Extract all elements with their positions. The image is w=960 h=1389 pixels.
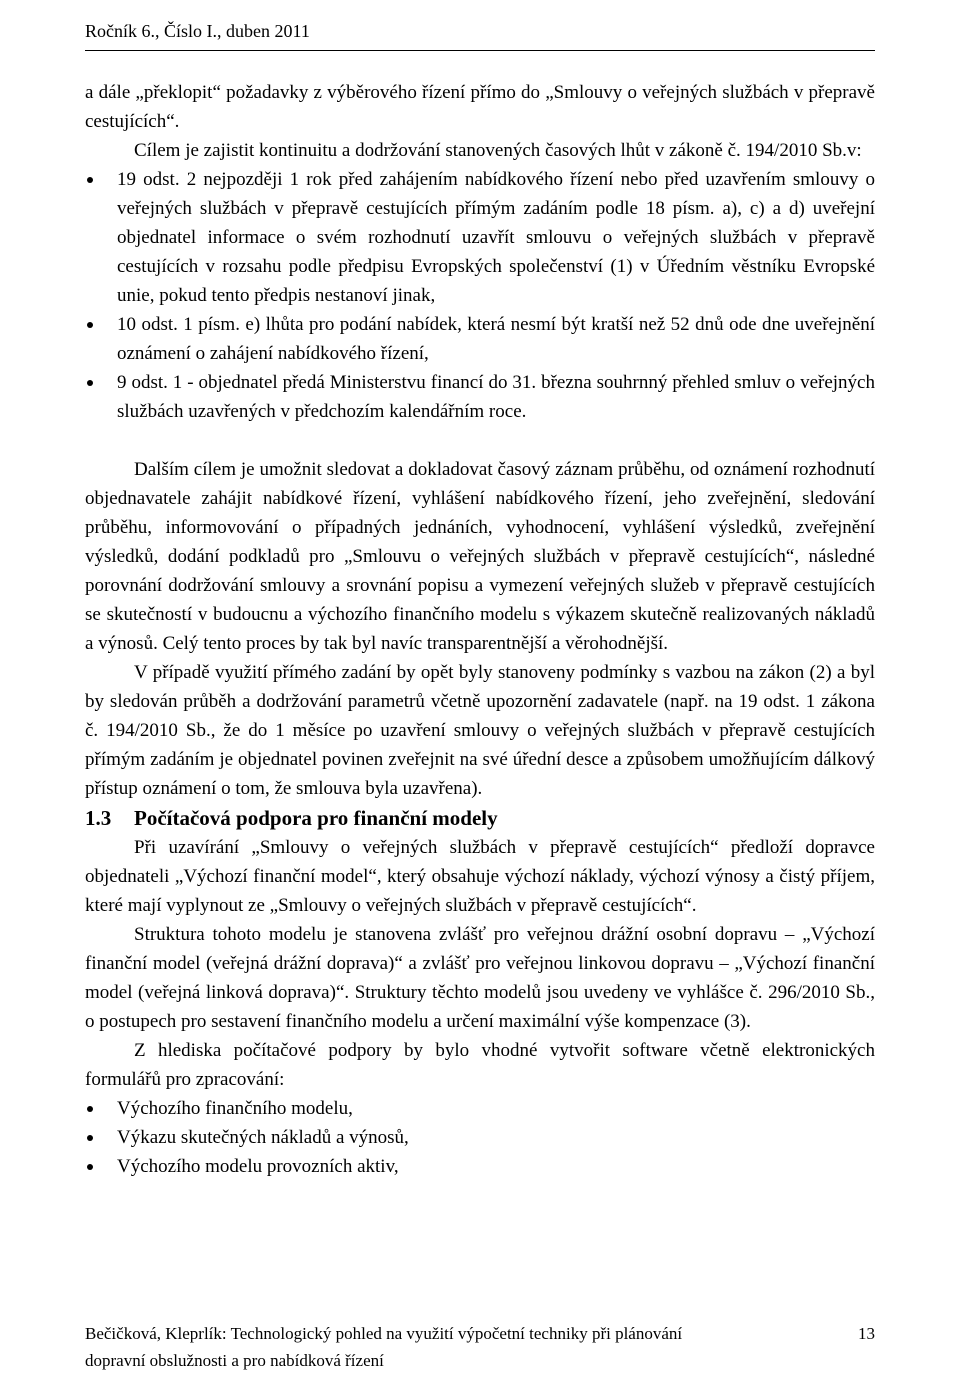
list-item: Výchozího finančního modelu, <box>85 1094 875 1123</box>
bullet-icon <box>87 322 93 328</box>
bullet-icon <box>87 1106 93 1112</box>
footer-citation <box>85 1320 785 1374</box>
list-item: Výkazu skutečných nákladů a výnosů, <box>85 1123 875 1152</box>
section-number: 1.3 <box>85 806 112 830</box>
list-item: 10 odst. 1 písm. e) lhůta pro podání nabídek, která nesmí být kratší než 52 dnů ode dne uveřejnění oznámení o zahájení nabídkového řízení, <box>85 310 875 368</box>
page-number: 13 <box>858 1324 875 1343</box>
paragraph-dalsim: Dalším cílem je umožnit sledovat a dokladovat časový záznam průběhu, od oznámení rozhodnutí objednavatele zahájit nabídkové řízení, vyhlášení nabídkového řízení, jeho zveřejnění, sledování průběhu, informovování o případných jednáních, vyhodnocení, vyhlášení výsledků, zveřejnění výsledků, dodání podkladů pro „Smlouvu o veřejných službách v přepravě cestujících“, následné porovnání dodržování smlouvy a srovnání popisu a vymezení veřejných služeb v přepravě cestujících se skutečností v budoucnu a výchozího finančního modelu s výkazem skutečně realizovaných nákladů a výnosů. Celý tento proces by tak byl navíc transparentnější a věrohodnější. <box>85 459 875 654</box>
list-item: 9 odst. 1 - objednatel předá Ministerstvu financí do 31. března souhrnný přehled smluv o veřejných službách uzavřených v předchozím kalendářním roce. <box>85 368 875 426</box>
page-header: Ročník 6., Číslo I., duben 2011 <box>85 21 310 41</box>
header-rule <box>85 50 875 51</box>
bullet-icon <box>87 380 93 386</box>
footer-line-1: Bečičková, Kleprlík: Technologický pohled na využití výpočetní techniky při plánování <box>85 1324 683 1343</box>
document-body <box>85 78 875 1181</box>
section-title: Počítačová podpora pro finanční modely <box>134 806 498 830</box>
forms-bullet-list <box>85 1094 875 1181</box>
paragraph-pri: Při uzavírání „Smlouvy o veřejných službách v přepravě cestujících“ předloží dopravce objednateli „Výchozí finanční model“, který obsahuje výchozí náklady, výchozí výnosy a čistý příjem, které mají vyplynout ze „Smlouvy o veřejných službách v přepravě cestujících“. <box>85 837 875 916</box>
paragraph-struktura: Struktura tohoto modelu je stanovena zvlášť pro veřejnou drážní osobní dopravu – „Výchozí finanční model (veřejná drážní doprava)“ a zvlášť pro veřejnou linkovou dopravu – „Výchozí finanční model (veřejná linková doprava)“. Struktury těchto modelů jsou uvedeny ve vyhlášce č. 296/2010 Sb., o postupech pro sestavení finančního modelu a určení maximální výše kompenzace (3). <box>85 924 875 1032</box>
bullet-icon <box>87 177 93 183</box>
paragraph-z-hlediska: Z hlediska počítačové podpory by bylo vhodné vytvořit software včetně elektronických formulářů pro zpracování: <box>85 1040 875 1090</box>
list-item: Výchozího modelu provozních aktiv, <box>85 1152 875 1181</box>
paragraph-vpripade: V případě využití přímého zadání by opět byly stanoveny podmínky s vazbou na zákon (2) a byl by sledován průběh a dodržování parametrů včetně upozornění zadavatele (např. na 19 odst. 1 zákona č. 194/2010 Sb., že do 1 měsíce po uzavření smlouvy o veřejných službách v přepravě cestujících přímým zadáním je objednatel povinen zveřejnit na své úřední desce a způsobem umožňujícím dálkový přístup oznámení o tom, že smlouva byla uzavřena). <box>85 662 875 799</box>
law-bullet-list <box>85 165 875 426</box>
list-item: 19 odst. 2 nejpozději 1 rok před zahájením nabídkového řízení nebo před uzavřením smlouvy o veřejných službách v přepravě cestujících přímým zadáním podle 18 písm. a), c) a d) uveřejní objednatel informace o svém rozhodnutí uzavřít smlouvu o veřejných službách v přepravě cestujících v rozsahu podle předpisu Evropských společenství (1) v Úředním věstníku Evropské unie, pokud tento předpis nestanoví jinak, <box>85 165 875 310</box>
intro-paragraph: a dále „překlopit“ požadavky z výběrového řízení přímo do „Smlouvy o veřejných službách v přepravě cestujících“. <box>85 82 875 132</box>
bullet-icon <box>87 1164 93 1170</box>
spacer <box>85 426 875 455</box>
paragraph-cilem: Cílem je zajistit kontinuitu a dodržování stanovených časových lhůt v zákoně č. 194/2010 Sb.v: <box>134 140 862 161</box>
page-footer <box>85 1320 875 1374</box>
section-heading <box>85 803 875 833</box>
bullet-icon <box>87 1135 93 1141</box>
footer-line-2: dopravní obslužnosti a pro nabídková řízení <box>85 1351 384 1370</box>
